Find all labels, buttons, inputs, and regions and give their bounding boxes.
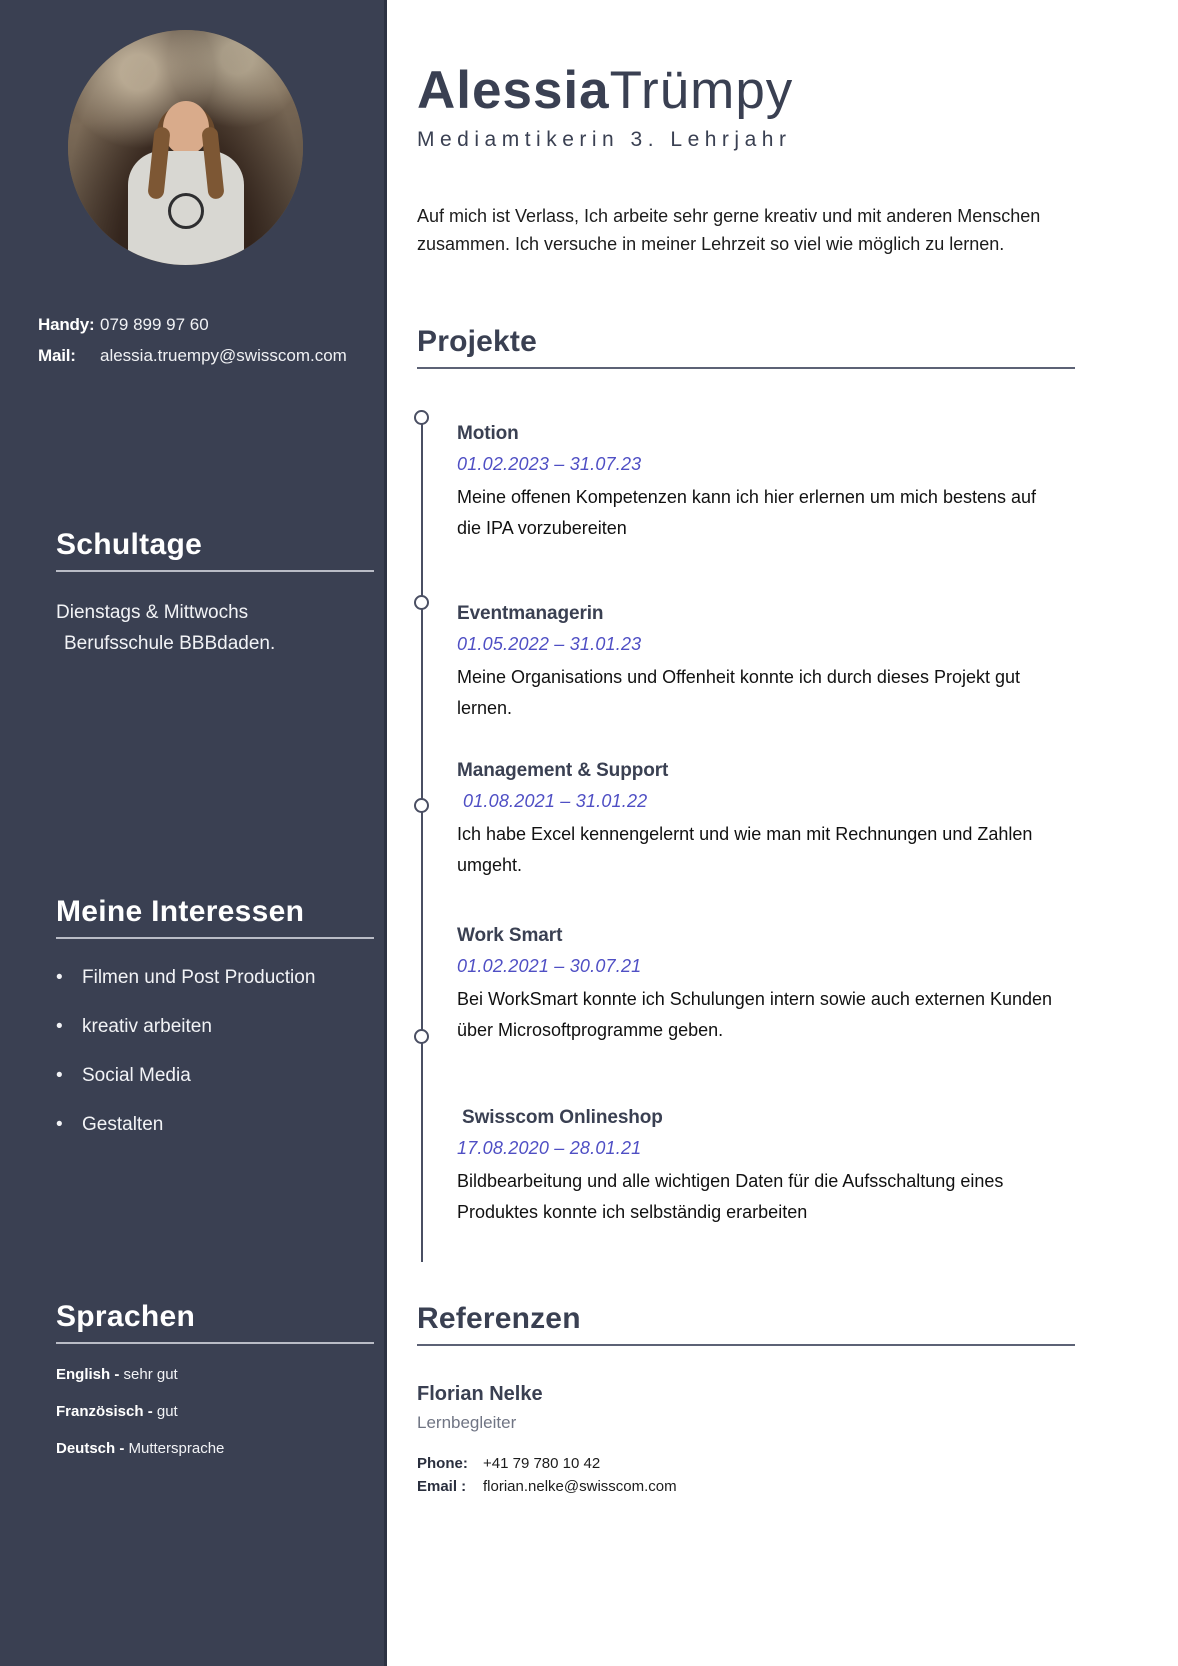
reference-value-email: florian.nelke@swisscom.com [483,1478,677,1495]
bullet-icon: • [56,1113,63,1135]
project-role: Swisscom Onlineshop [462,1107,663,1128]
projekte-divider [417,367,1075,369]
timeline-marker [414,595,429,610]
interessen-item-label: Gestalten [82,1113,164,1135]
sprache-name: Französisch - [56,1403,153,1420]
section-sprachen [56,1300,376,1477]
project-date: 01.08.2021 – 31.01.22 [463,791,648,811]
list-item [56,1366,376,1383]
sprache-name: Deutsch - [56,1440,125,1457]
sprache-level: Muttersprache [124,1440,225,1457]
list-item [56,1403,376,1420]
section-schultage [56,528,376,660]
contact-label-mail: Mail: [38,346,76,365]
timeline-entry [457,603,1057,724]
last-name: Trümpy [609,61,794,120]
schultage-divider [56,570,374,572]
avatar [68,30,303,265]
section-header-referenzen [417,1302,1077,1346]
project-description: Meine Organisations und Offenheit konnte ich durch dieses Projekt gut lernen. [457,667,1021,718]
project-role: Eventmanagerin [457,603,604,624]
referenzen-title: Referenzen [417,1302,581,1335]
list-item [56,965,376,992]
project-role: Motion [457,423,519,444]
reference-value-phone: +41 79 780 10 42 [483,1455,601,1472]
page-title [417,63,1137,152]
sprachen-divider [56,1342,374,1344]
interessen-item-label: Social Media [82,1064,191,1086]
timeline-marker [414,410,429,425]
sprachen-list [56,1366,376,1457]
timeline-marker [414,1029,429,1044]
project-role: Work Smart [457,925,563,946]
sidebar [0,0,387,1666]
sprache-level: sehr gut [119,1366,178,1383]
avatar-shirt-logo [168,193,204,229]
reference-row-email [417,1478,1077,1495]
timeline-axis [421,417,423,1262]
contact-row-phone [38,315,378,335]
section-header-projekte [417,325,1077,369]
bullet-icon: • [56,967,63,988]
contact-row-mail [38,346,378,366]
job-title: Mediamtikerin 3. Lehrjahr [417,127,792,151]
schultage-line-2: Berufsschule BBBdaden. [64,632,276,654]
project-description: Bildbearbeitung und alle wichtigen Daten für die Aufsschaltung eines Produktes konnte ich selbständig erarbeiten [457,1171,1004,1222]
bullet-icon: • [56,1015,63,1037]
reference-contacts [417,1455,1077,1495]
sprachen-title: Sprachen [56,1300,196,1333]
interessen-list [56,965,376,1139]
timeline-marker [414,798,429,813]
schultage-title: Schultage [56,528,203,561]
projekte-title: Projekte [417,325,537,358]
main-content [387,0,1178,1666]
timeline-entry [457,423,1057,544]
bullet-icon: • [56,1064,63,1086]
project-description: Bei WorkSmart konnte ich Schulungen intern sowie auch externen Kunden über Microsoftprogramme geben. [457,989,1053,1040]
project-date: 01.05.2022 – 31.01.23 [457,634,642,654]
avatar-head [163,101,209,155]
reference-label-email: Email : [417,1478,467,1495]
interessen-title: Meine Interessen [56,895,305,928]
project-date: 17.08.2020 – 28.01.21 [457,1138,642,1158]
list-item [56,1014,376,1041]
project-date: 01.02.2021 – 30.07.21 [457,956,642,976]
list-item [56,1063,376,1090]
interessen-divider [56,937,374,939]
contact-value-phone: 079 899 97 60 [100,315,209,334]
reference-label-phone: Phone: [417,1455,468,1472]
timeline-entry [457,760,1057,881]
contact-value-mail: alessia.truempy@swisscom.com [100,346,347,365]
avatar-figure [127,101,245,266]
list-item [56,1440,376,1457]
first-name: Alessia [417,61,610,120]
full-name [417,63,1137,119]
project-date: 01.02.2023 – 31.07.23 [457,454,642,474]
reference-card [417,1383,1077,1501]
project-description: Meine offenen Kompetenzen kann ich hier erlernen um mich bestens auf die IPA vorzubereiten [457,487,1037,538]
interessen-item-label: Filmen und Post Production [82,967,316,988]
timeline-entry [457,925,1057,1046]
timeline-entry [457,1107,1057,1228]
intro-paragraph: Auf mich ist Verlass, Ich arbeite sehr gerne kreativ und mit anderen Menschen zusammen. Ich versuche in meiner Lehrzeit so viel wie möglich zu lernen. [417,206,1041,255]
interessen-item-label: kreativ arbeiten [82,1015,212,1037]
reference-name: Florian Nelke [417,1383,543,1405]
schultage-line-1: Dienstags & Mittwochs [56,602,249,623]
projekte-timeline [417,405,1097,1285]
reference-role: Lernbegleiter [417,1413,517,1432]
section-interessen [56,895,376,1161]
contact-block [38,315,378,377]
sprache-name: English - [56,1366,120,1383]
project-role: Management & Support [457,760,669,781]
sprache-level: gut [152,1403,178,1420]
project-description: Ich habe Excel kennengelernt und wie man mit Rechnungen und Zahlen umgeht. [457,824,1033,875]
contact-label-phone: Handy: [38,315,95,334]
referenzen-divider [417,1344,1075,1346]
reference-row-phone [417,1455,1077,1472]
list-item [56,1112,376,1139]
